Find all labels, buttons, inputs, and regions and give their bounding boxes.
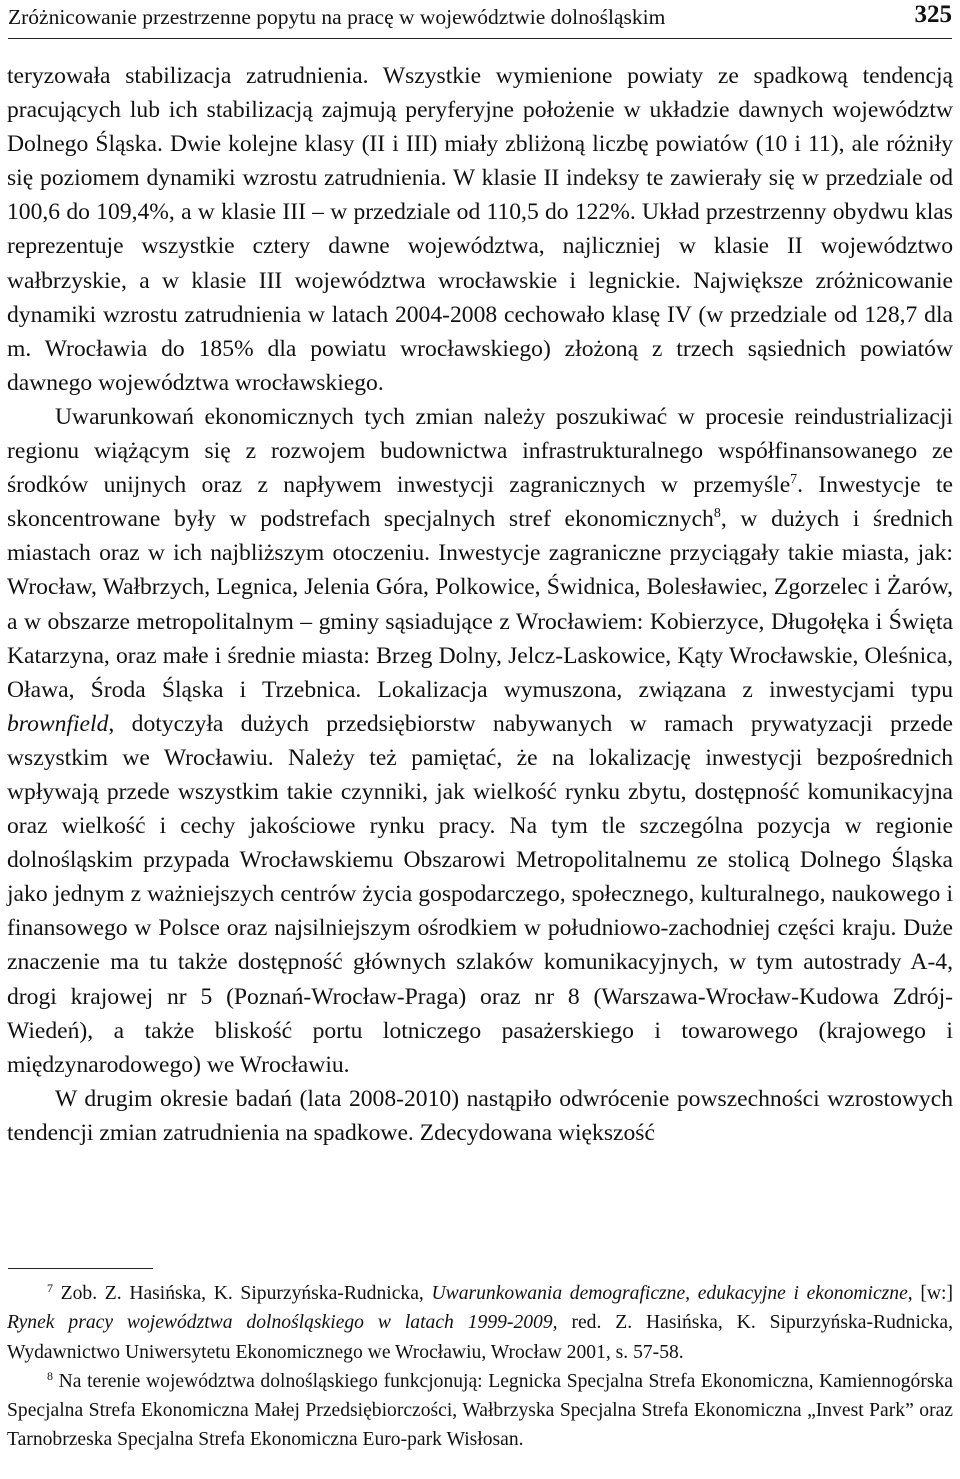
footnote-ref-8: 8 xyxy=(713,506,721,522)
page-number: 325 xyxy=(914,1,952,28)
paragraph-2 xyxy=(7,400,953,1082)
footnote-8 xyxy=(7,1367,953,1455)
paragraph-2-part-a: Uwarunkowań ekonomicznych tych zmian należy poszukiwać w procesie reindustrializacji regionu wiążącym się z rozwojem budownictwa infrastrukturalnego współfinansowanego ze środków unijnych oraz z napływem inwestycji zagranicznych w przemyśle xyxy=(7,403,953,499)
footnote-8-text: Na terenie województwa dolnośląskiego funkcjonują: Legnicka Specjalna Strefa Ekonomiczna, Kamiennogórska Specjalna Strefa Ekonomiczna Małej Przedsiębiorczości, Wałbrzyska Specjalna Strefa Ekonomiczna „Invest Park” oraz Tarnobrzeska Specjalna Strefa Ekonomiczna Euro-park Wisłosan. xyxy=(7,1370,953,1451)
paragraph-3: W drugim okresie badań (lata 2008-2010) nastąpiło odwrócenie powszechności wzrostowych tendencji zmian zatrudnienia na spadkowe. Zdecydowana większość xyxy=(7,1085,953,1146)
main-text xyxy=(7,59,953,1150)
running-header xyxy=(8,0,952,39)
footnote-8-mark: 8 xyxy=(47,1368,53,1383)
footnote-7-title-2: Rynek pracy województwa dolnośląskiego w latach 1999-2009 xyxy=(7,1312,553,1334)
running-title: Zróżnicowanie przestrzenne popytu na pracę w województwie dolnośląskim xyxy=(8,5,666,29)
footnote-7 xyxy=(7,1279,953,1367)
italic-term: brownfield xyxy=(7,710,109,737)
paragraph-1: teryzowała stabilizacja zatrudnienia. Wszystkie wymienione powiaty ze spadkową tendencją pracujących lub ich stabilizacją zajmują peryferyjne położenie w układzie dawnych województw Dolnego Śląska. Dwie kolejne klasy (II i III) miały zbliżoną liczbę powiatów (10 i 11), ale różniły się poziomem dynamiki wzrostu zatrudnienia. W klasie II indeksy te zawierały się w przedziale od 100,6 do 109,4%, a w klasie III – w przedziale od 110,5 do 122%. Układ przestrzenny obydwu klas reprezentuje wszystkie cztery dawne województwa, najliczniej w klasie II województwo wałbrzyskie, a w klasie III województwa wrocławskie i legnickie. Największe zróżnicowanie dynamiki wzrostu zatrudnienia w latach 2004-2008 cechowało klasę IV (w przedziale od 128,7 dla m. Wrocławia do 185% dla powiatu wrocławskiego) złożoną z trzech sąsiednich powiatów dawnego województwa wrocławskiego. xyxy=(7,63,953,396)
footnote-separator xyxy=(8,1268,153,1269)
footnote-7-part-b: , [w:] xyxy=(907,1283,953,1304)
footnote-ref-7: 7 xyxy=(790,472,798,488)
paragraph-2-part-c: , w dużych i średnich miastach oraz w ich najbliższym otoczeniu. Inwestycje zagraniczne przyciągały takie miasta, jak: Wrocław, Wałbrzych, Legnica, Jelenia Góra, Polkowice, Świdnica, Bolesławiec, Zgorzelec i Żarów, a w obszarze metropolitalnym – gminy sąsiadujące z Wrocławiem: Kobierzyce, Długołęka i Święta Katarzyna, oraz małe i średnie miasta: Brzeg Dolny, Jelcz-Laskowice, Kąty Wrocławskie, Oleśnica, Oława, Środa Śląska i Trzebnica. Lokalizacja wymuszona, związana z inwestycjami typu xyxy=(7,506,953,703)
footnote-7-mark: 7 xyxy=(47,1281,53,1295)
footnote-7-part-c: , red. Z. Hasińska, K. Sipurzyńska-Rudnicka, Wydawnictwo Uniwersytetu Ekonomicznego we Wrocławiu, Wrocław 2001, s. 57-58. xyxy=(7,1312,953,1363)
footnote-7-part-a: Zob. Z. Hasińska, K. Sipurzyńska-Rudnicka, xyxy=(60,1283,432,1304)
footnote-7-title-1: Uwarunkowania demograficzne, edukacyjne i ekonomiczne xyxy=(431,1283,908,1304)
paragraph-2-part-d: , dotyczyła dużych przedsiębiorstw nabywanych w ramach prywatyzacji przede wszystkim we Wrocławiu. Należy też pamiętać, że na lokalizację inwestycji bezpośrednich wpływają przede wszystkim takie czynniki, jak wielkość rynku zbytu, dostępność komunikacyjna oraz wielkość i cechy jakościowe rynku pracy. Na tym tle szczególna pozycja w regionie dolnośląskim przypada Wrocławskiemu Obszarowi Metropolitalnemu ze stolicą Dolnego Śląska jako jednym z ważniejszych centrów życia gospodarczego, społecznego, kulturalnego, naukowego i finansowego w Polsce oraz najsilniejszym ośrodkiem w południowo-zachodniej części kraju. Duże znaczenie ma tu także dostępność głównych szlaków komunikacyjnych, w tym autostrady A-4, drogi krajowej nr 5 (Poznań-Wrocław-Praga) oraz nr 8 (Warszawa-Wrocław-Kudowa Zdrój-Wiedeń), a także bliskość portu lotniczego pasażerskiego i towarowego (krajowego i międzynarodowego) we Wrocławiu. xyxy=(7,710,953,1078)
footnotes xyxy=(7,1279,953,1455)
paragraph-2-part-b: . Inwestycje te skoncentrowane były w podstrefach specjalnych stref ekonomicznych xyxy=(7,472,953,533)
